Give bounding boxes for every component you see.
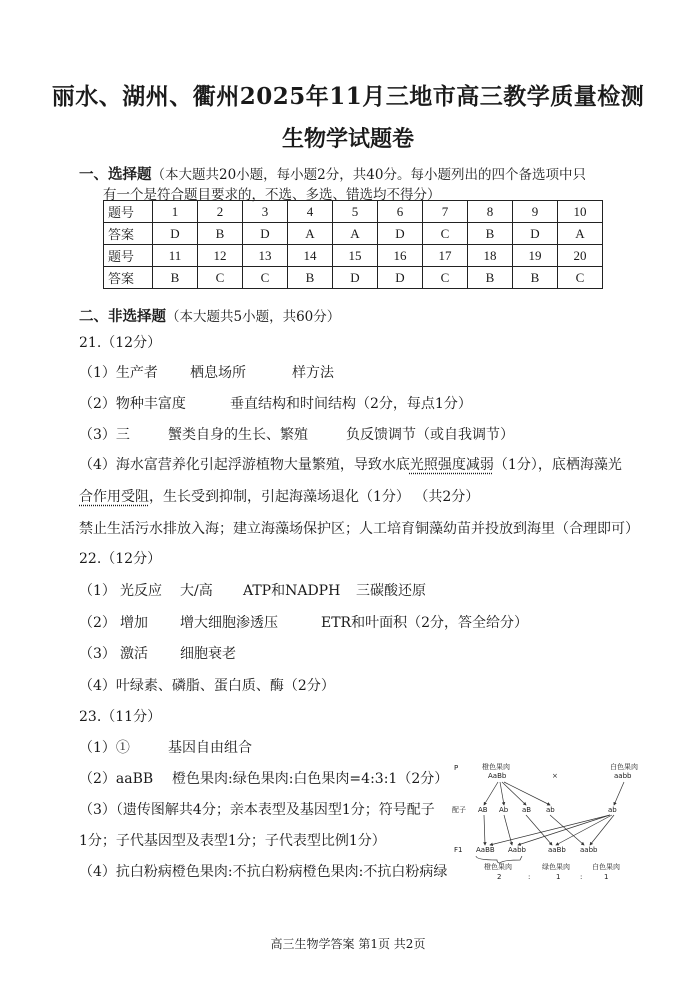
q22-l4: （4）叶绿素、磷脂、蛋白质、酶（2分）: [79, 678, 335, 694]
q23-l5: （4）抗白粉病橙色果肉:不抗白粉病橙色果肉:不抗白粉病绿: [79, 864, 448, 880]
answer-table-cell: 20: [558, 245, 603, 267]
parent1-genotype: AaBb: [488, 772, 507, 780]
q21-l3b: 蟹类自身的生长、繁殖: [168, 427, 308, 443]
answer-table-cell: 1: [153, 201, 198, 223]
q22-l3b: 激活: [120, 646, 148, 662]
answer-table-cell: 15: [333, 245, 378, 267]
answer-table-cell: 17: [423, 245, 468, 267]
answer-table-cell: C: [423, 223, 468, 245]
parent2-phenotype: 白色果肉: [610, 763, 638, 771]
answer-table-cell: D: [243, 223, 288, 245]
q21-l3c: 负反馈调节（或自我调节）: [346, 427, 514, 443]
gamete-5: ab: [608, 806, 617, 814]
answer-table-cell: 6: [378, 201, 423, 223]
q23-l1b: 基因自由组合: [168, 740, 252, 756]
q21-l4c: （1分），底栖海藻光: [493, 457, 622, 473]
answer-table-row-label: 答案: [104, 223, 153, 245]
phenotype-1: 橙色果肉: [484, 863, 512, 871]
answer-table-cell: D: [333, 267, 378, 289]
offspring-1: AaBB: [476, 846, 495, 854]
answer-table: [103, 200, 603, 289]
q21-head: 21.（12分）: [79, 335, 162, 351]
q21-l2b: 垂直结构和时间结构（2分，每点1分）: [230, 396, 472, 412]
answer-table-cell: 4: [288, 201, 333, 223]
q21-l5b: ，生长受到抑制，引起海藻场退化（1分） （共2分）: [149, 489, 480, 505]
q21-l2a: （2）物种丰富度: [79, 396, 186, 412]
ratio-colon-2: :: [580, 873, 583, 881]
q21-l1c: 样方法: [292, 365, 334, 381]
q22-l1d: ATP和NADPH: [243, 583, 341, 599]
answer-table-cell: 10: [558, 201, 603, 223]
answer-table-cell: A: [558, 223, 603, 245]
answer-table-cell: 19: [513, 245, 558, 267]
q21-l3a: （3）三: [79, 427, 130, 443]
q22-head: 22.（12分）: [79, 551, 162, 567]
answer-table-row: [104, 223, 603, 245]
q22-l3c: 细胞衰老: [180, 646, 236, 662]
answer-table-row-label: 题号: [104, 245, 153, 267]
gamete-2: Ab: [499, 806, 509, 814]
answer-table-cell: C: [558, 267, 603, 289]
answer-table-cell: B: [513, 267, 558, 289]
section2-desc: （本大题共5小题，共60分）: [166, 309, 341, 325]
answer-table-cell: 3: [243, 201, 288, 223]
answer-table-cell: B: [468, 267, 513, 289]
parent1-phenotype: 橙色果肉: [482, 763, 510, 771]
q21-l5a: 合作用受阻: [79, 489, 149, 505]
answer-table-row: [104, 267, 603, 289]
answer-table-cell: D: [378, 267, 423, 289]
q21-l4a: （4）海水富营养化引起浮游植物大量繁殖，导致水底: [79, 457, 410, 473]
ratio-3: 1: [604, 873, 609, 881]
q22-l2a: （2）: [79, 615, 116, 631]
section1-desc2: 有一个是符合题目要求的，不选、多选、错选均不得分）: [103, 187, 441, 203]
q23-l4: 1分；子代基因型及表型1分；子代表型比例1分）: [79, 833, 386, 849]
gamete-3: aB: [522, 806, 532, 814]
answer-table-row: [104, 201, 603, 223]
answer-table-cell: 14: [288, 245, 333, 267]
answer-table-cell: C: [198, 267, 243, 289]
q22-l2c: 增大细胞渗透压: [180, 615, 278, 631]
ratio-2: 1: [556, 873, 561, 881]
answer-table-cell: 16: [378, 245, 423, 267]
genetic-cross-diagram: [452, 760, 642, 885]
page-footer: 高三生物学答案 第1页 共2页: [270, 937, 426, 951]
phenotype-2: 绿色果肉: [542, 863, 570, 871]
q22-l3a: （3）: [79, 646, 116, 662]
section1-heading: 一、选择题: [79, 166, 152, 183]
section2-heading-line: [79, 305, 340, 326]
q22-l2d: ETR和叶面积（2分，答全给分）: [321, 615, 529, 631]
answer-table-cell: 5: [333, 201, 378, 223]
section2-heading: 二、非选择题: [79, 308, 166, 325]
page-subtitle: 生物学试题卷: [281, 126, 414, 152]
section1-desc1: （本大题共20小题，每小题2分，共40分。每小题列出的四个备选项中只: [151, 167, 586, 183]
answer-table-cell: 9: [513, 201, 558, 223]
answer-table-cell: 8: [468, 201, 513, 223]
cross-symbol: ×: [552, 772, 558, 780]
answer-table-cell: A: [288, 223, 333, 245]
answer-table-cell: B: [468, 223, 513, 245]
gamete-1: AB: [478, 806, 488, 814]
gamete-4: ab: [546, 806, 555, 814]
answer-table-cell: D: [378, 223, 423, 245]
answer-table-cell: 11: [153, 245, 198, 267]
answer-table-cell: B: [288, 267, 333, 289]
q23-l3: （3）（遗传图解共4分；亲本表型及基因型1分；符号配子: [79, 802, 435, 818]
q21-l4: [79, 454, 622, 474]
answer-table-cell: C: [423, 267, 468, 289]
q22-l1b: 光反应: [120, 583, 162, 599]
offspring-2: Aabb: [508, 846, 526, 854]
ratio-colon-1: :: [528, 873, 531, 881]
q22-l1e: 三碳酸还原: [356, 583, 426, 599]
section1-heading-line: [79, 163, 586, 184]
answer-table-cell: 13: [243, 245, 288, 267]
parent2-genotype: aabb: [614, 772, 632, 780]
answer-table-cell: A: [333, 223, 378, 245]
answer-table-cell: 2: [198, 201, 243, 223]
f1-label: F1: [454, 846, 463, 854]
offspring-3: aaBb: [548, 846, 566, 854]
q22-l2b: 增加: [120, 615, 148, 631]
answer-table-cell: 18: [468, 245, 513, 267]
answer-table-row-label: 题号: [104, 201, 153, 223]
answer-table-cell: C: [243, 267, 288, 289]
q22-l1a: （1）: [79, 583, 116, 599]
gamete-label: 配子: [452, 806, 466, 814]
ratio-1: 2: [497, 873, 502, 881]
phenotype-3: 白色果肉: [592, 863, 620, 871]
q21-l6: 禁止生活污水排放入海；建立海藻场保护区；人工培育铜藻幼苗并投放到海里（合理即可）: [79, 521, 639, 537]
answer-table-row: [104, 245, 603, 267]
q23-head: 23.（11分）: [79, 709, 162, 725]
answer-table-cell: 7: [423, 201, 468, 223]
answer-table-cell: B: [198, 223, 243, 245]
answer-table-cell: D: [153, 223, 198, 245]
answer-table-row-label: 答案: [104, 267, 153, 289]
page-title: 丽水、湖州、衢州2025年11月三地市高三教学质量检测: [51, 83, 645, 110]
answer-table-cell: D: [513, 223, 558, 245]
q23-l2b: 橙色果肉:绿色果肉:白色果肉=4:3:1（2分）: [172, 771, 449, 787]
cross-p-label: P: [454, 764, 459, 772]
q21-l1b: 栖息场所: [190, 365, 246, 381]
q21-l5: [79, 486, 479, 506]
q23-l2a: （2）aaBB: [79, 771, 154, 787]
offspring-4: aabb: [580, 846, 598, 854]
answer-table-cell: 12: [198, 245, 243, 267]
answer-table-cell: B: [153, 267, 198, 289]
q21-l4b: 光照强度减弱: [409, 457, 494, 473]
q21-l1a: （1）生产者: [79, 365, 158, 381]
q23-l1a: （1）①: [79, 740, 130, 756]
q22-l1c: 大/高: [180, 583, 213, 599]
